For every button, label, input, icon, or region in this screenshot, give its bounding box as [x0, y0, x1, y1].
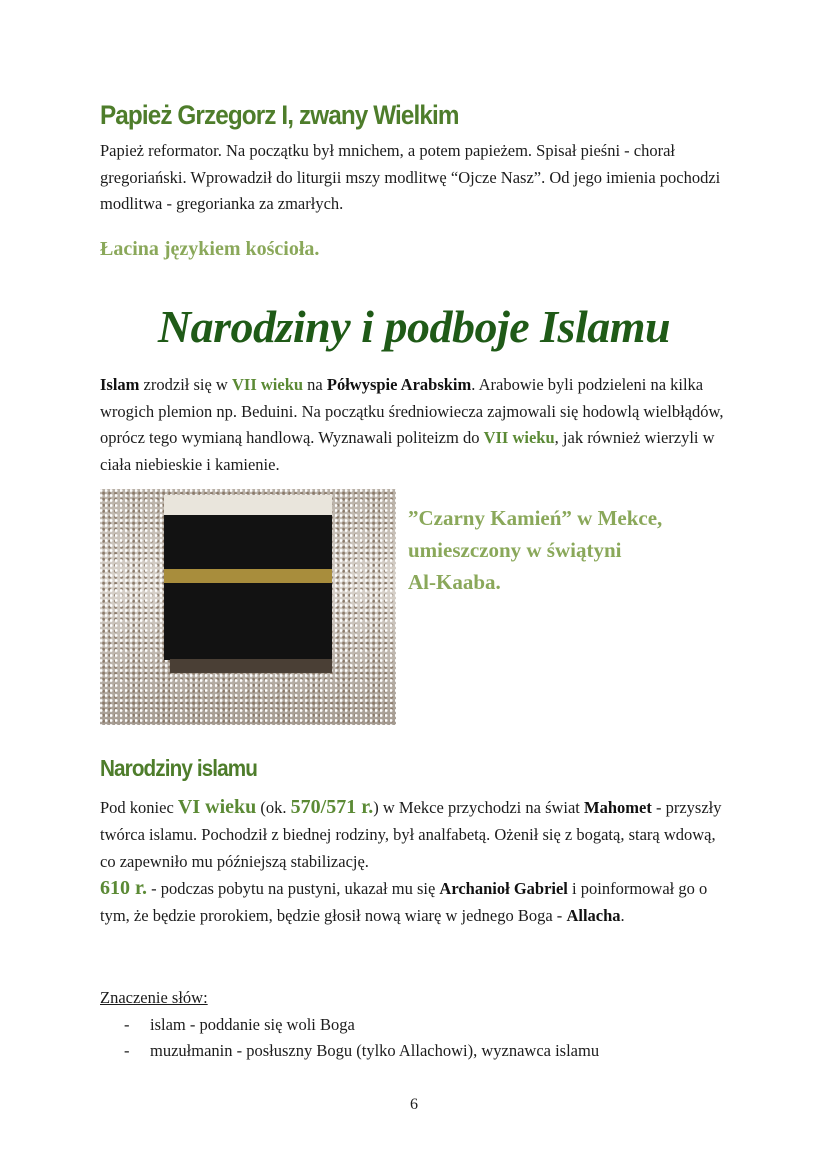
list-item: - muzułmanin - posłuszny Bogu (tylko Allachowi), wyznawca islamu [124, 1041, 600, 1060]
section-heading-birth-of-islam: Narodziny islamu [100, 755, 257, 781]
bold-term: Archanioł Gabriel [439, 879, 568, 898]
page-title: Narodziny i podboje Islamu [157, 301, 671, 352]
text: . [620, 906, 625, 925]
section-heading-gregory: Papież Grzegorz I, zwany Wielkim [100, 100, 459, 130]
text: zrodził się w [139, 375, 232, 394]
highlight: VII wieku [231, 375, 304, 394]
text: na [303, 375, 327, 394]
highlight: VI wieku [177, 796, 257, 818]
text: - przyszły twórca islamu. Pochodził z biednej rodziny, był analfabetą. Ożenił się z bogatą, starą wdową, co zapewniło mu późniejszą stabilizację. [100, 798, 722, 871]
text: , jak również wierzyli w ciała niebieskie i kamienie. [100, 428, 715, 474]
bold-term: Półwyspie Arabskim [326, 375, 472, 394]
text: ) w Mekce przychodzi na świat [373, 798, 585, 817]
highlight: 610 r. [100, 877, 148, 899]
bold-term: Islam [100, 375, 140, 394]
intro-paragraph [100, 372, 725, 478]
bold-term: Allacha [566, 906, 621, 925]
page-number: 6 [410, 1096, 418, 1113]
birth-paragraph [100, 794, 725, 929]
caption-line: ”Czarny Kamień” w Mekce, [408, 506, 663, 530]
glossary [100, 985, 599, 1065]
caption-line: Al-Kaaba. [408, 570, 501, 594]
glossary-term: muzułmanin - posłuszny Bogu (tylko Allachowi), wyznawca islamu [150, 1041, 600, 1060]
text: i poinformował go o tym, że będzie prorokiem, będzie głosił nową wiarę w jednego Boga - [100, 879, 708, 925]
caption-line: umieszczony w świątyni [408, 538, 622, 562]
text: - podczas pobytu na pustyni, ukazał mu się [147, 879, 440, 898]
highlight: 570/571 r. [290, 796, 374, 818]
kaaba-photo [100, 489, 396, 725]
text: . Arabowie byli podzieleni na kilka wrogich plemion np. Beduini. Na początku średniowiecza zajmowali się hodowlą wielbłądów, oprócz tego wymianą handlową. Wyznawali politeizm do [100, 375, 724, 447]
text: Pod koniec [100, 798, 178, 817]
highlight: VII wieku [483, 428, 555, 447]
bold-term: Mahomet [584, 798, 652, 817]
photo-caption [408, 502, 662, 598]
text: (ok. [256, 798, 291, 817]
gregory-paragraph: Papież reformator. Na początku był mnichem, a potem papieżem. Spisał pieśni - chorał gregoriański. Wprowadził do liturgii mszy modlitwę “Ojcze Nasz”. Od jego imienia pochodzi modlitwa - gregorianka za zmarłych. [100, 141, 721, 213]
glossary-term: islam - poddanie się woli Boga [150, 1014, 355, 1034]
glossary-heading: Znaczenie słów: [100, 988, 208, 1007]
list-item: - islam - poddanie się woli Boga [124, 1014, 355, 1034]
latin-note: Łacina językiem kościoła. [100, 238, 320, 260]
